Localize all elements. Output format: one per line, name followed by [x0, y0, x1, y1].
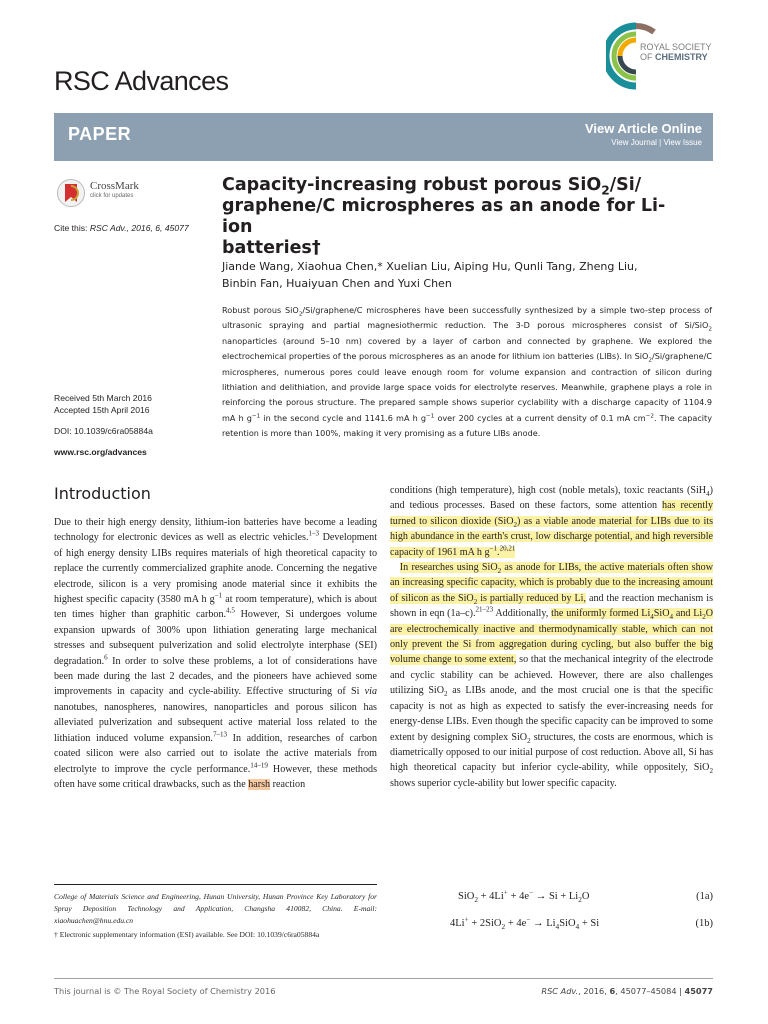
footer-divider	[54, 978, 713, 979]
journal-website-link[interactable]: www.rsc.org/advances	[54, 447, 147, 457]
authors-line-1: Jiande Wang, Xiaohua Chen,* Xuelian Liu, Aiping Hu, Qunli Tang, Zheng Liu,	[222, 260, 638, 273]
highlight-2: In researches using SiO$_2$ as anode for LIBs, the active materials often show an increasing specific capacity, which is probably due to the increasing amount of silicon as the SiO$_2$ is partially reduced by Li,	[390, 562, 713, 606]
journal-title: RSC Advances	[54, 66, 229, 96]
equation-expression: $SiO_2 + 4Li^+ + 4e^- \to Si + Li_2O$	[458, 887, 590, 905]
doi[interactable]: DOI: 10.1039/c6ra05884a	[54, 426, 153, 436]
footer-volume: 6	[609, 986, 616, 996]
cite-this	[54, 222, 189, 234]
crossmark-icon	[56, 178, 86, 208]
highlight-3: the uniformly formed $Li_4SiO_4$ and $Li_2O$ are electrochemically inactive and thermodynamically stable, which can not only prevent the Si from aggregation during cycling, but also buffer the big volume change to some extent,	[390, 608, 714, 666]
highlight-1: has recently turned to silicon dioxide (SiO$_2$) as a viable anode material for LIBs due to its high abundance in the earth's crust, low discharge potential, and high reversible capacity of 1961 mA h $g^{-1}.^{20,21}$	[390, 500, 714, 558]
rsc-logo[interactable]	[606, 18, 726, 94]
rsc-logo-text	[640, 42, 712, 62]
cite-value: RSC Adv., 2016, 6, 45077	[89, 223, 189, 233]
equation-expression: $4Li^+ + 2SiO_2 + 4e^- \to Li_4SiO_4 + Si$	[450, 914, 600, 932]
highlight-harsh: harsh	[248, 778, 271, 790]
view-journal-issue-links[interactable]: View Journal | View Issue	[611, 138, 702, 147]
logo-line-2-strong: CHEMISTRY	[655, 52, 708, 62]
section-heading: Introduction	[54, 484, 151, 503]
article-type-label: PAPER	[68, 124, 132, 144]
article-title: Capacity-increasing robust porous SiO$_2$/Si/ graphene/C microspheres as an anode for Li-ion batteries†	[222, 175, 666, 258]
crossmark-subtitle: click for updates	[90, 193, 134, 199]
cite-label: Cite this:	[54, 223, 90, 233]
footer-year: , 2016,	[578, 986, 610, 996]
footer-citation	[430, 986, 713, 996]
abstract: Robust porous SiO$_2$/Si/graphene/C microspheres have been successfully synthesized by a simple two-step process of ultrasonic spraying and partial magnesiothermic reduction. The 3-D porous microspheres consist of Si/SiO$_2$ nanoparticles (around 5–10 nm) covered by a layer of carbon and connected by graphene. We explored the electrochemical properties of the porous microspheres as an anode for lithium ion batteries (LIBs). In SiO$_2$/Si/graphene/C microspheres, numerous pores could leave enough room for volume expansion and contraction of silicon during lithiation and delithiation, and provide large space voids for electrolyte reserves. Meanwhile, graphene plays a role in reinforcing the porous structure. The prepared sample shows superior cyclability with a discharge capacity of 1104.9 mA h $g^{-1}$ in the second cycle and 1141.6 mA h $g^{-1}$ over 200 cycles at a current density of 0.1 mA $cm^{-2}$. The capacity retention is more than 100%, making it very promising as a future LIBs anode.	[222, 305, 713, 439]
logo-line-2-prefix: OF	[640, 52, 655, 62]
authors-line-2: Binbin Fan, Huaiyuan Chen and Yuxi Chen	[222, 277, 452, 290]
body-column-right: conditions (high temperature), high cost (noble metals), toxic reactants (SiH$_4$) and tedious processes. Based on these factors, some attention has recently turned to silicon dioxide (SiO$_2$) as a viable anode material for LIBs due to its high abundance in the earth's crust, low discharge potential, and high reversible capacity of 1961 mA h $g^{-1}.^{20,21}$ In researches using SiO$_2$ as anode for LIBs, the active materials often show an increasing specific capacity, which is probably due to the increasing amount of silicon as the SiO$_2$ is partially reduced by Li, and the reaction mechanism is shown in eqn (1a–c).$^{21-23}$ Additionally, the uniformly formed $Li_4SiO_4$ and $Li_2O$ are electrochemically inactive and thermodynamically stable, which can not only prevent the Si from aggregation during cycling, but also buffer the big volume change to some extent, so that the mechanical integrity of the electrode and cyclic stability can be achieved. However, there are also challenges utilizing SiO$_2$ as LIBs anode, and the most crucial one is that the specific capacity is not as high as expected to satisfy the ever-increasing needs for energy-dense LIBs. Even though the specific capacity can be improved to some extent by designing complex SiO$_2$ structures, the costs are enormous, which is diametrically opposed to our initial purpose of cost reduction. Above all, Si has high theoretical capacity but inferior cycle-ability, while oppositely, SiO$_2$ shows superior cycle-ability but lower specific capacity.	[390, 485, 714, 789]
equation-number: (1a)	[696, 891, 713, 902]
view-article-online-link[interactable]: View Article Online	[584, 121, 702, 136]
equation-number: (1b)	[695, 918, 713, 929]
footer-copyright: This journal is © The Royal Society of Chemistry 2016	[54, 986, 276, 996]
esi-footnote: † Electronic supplementary information (ESI) available. See DOI: 10.1039/c6ra05884a	[54, 930, 320, 939]
author-list	[222, 258, 692, 292]
logo-line-1: ROYAL SOCIETY	[640, 42, 712, 52]
crossmark-badge[interactable]	[56, 178, 140, 208]
footnote-divider	[54, 884, 377, 885]
affiliation-footnote: College of Materials Science and Engineering, Hunan University, Hunan Province Key Laboratory for Spray Deposition Technology and Application, Changsha 410082, China. E-mail: xiaohuachen@hnu.edu.cn	[54, 892, 377, 925]
crossmark-name: CrossMark	[90, 180, 139, 192]
accepted-date: Accepted 15th April 2016	[54, 405, 150, 415]
footer-pages: , 45077–45084 |	[615, 986, 685, 996]
footer-page-number: 45077	[684, 986, 713, 996]
equation-1b	[390, 914, 713, 934]
received-date: Received 5th March 2016	[54, 393, 152, 403]
equation-1a	[390, 887, 713, 907]
footer-journal: RSC Adv.	[541, 986, 579, 996]
body-column-left: Due to their high energy density, lithium-ion batteries have become a leading technology for electronic devices as well as electric vehicles.$^{1-3}$ Development of high energy density LIBs requires materials of high theoretical capacity to replace the currently commercialized graphite anode. Concerning the negative electrode, silicon is a very promising anode material since it exhibits the highest specific capacity (3580 mA h $g^{-1}$ at room temperature), which is about ten times higher than graphitic carbon.$^{4,5}$ However, Si undergoes volume expansion upwards of 300% upon lithiation generating large mechanical stresses and subsequent pulverization and solid electrolyte interphase (SEI) degradation.$^6$ In order to solve these problems, a lot of considerations have been made during the last 2 decades, and the pioneers have achieved some improvements in capacity and cycle-ability. Effective structuring of Si via nanotubes, nanospheres, nanowires, nanoparticles and porous silicon has alleviated pulverization and subsequent active material loss related to the lithiation induced volume expansion.$^{7-13}$ In addition, researches of carbon coated silicon were also carried out to isolate the active materials from electrolyte to improve the cycle performance.$^{14-19}$ However, these methods often have some critical drawbacks, such as the harsh reaction	[54, 517, 378, 790]
